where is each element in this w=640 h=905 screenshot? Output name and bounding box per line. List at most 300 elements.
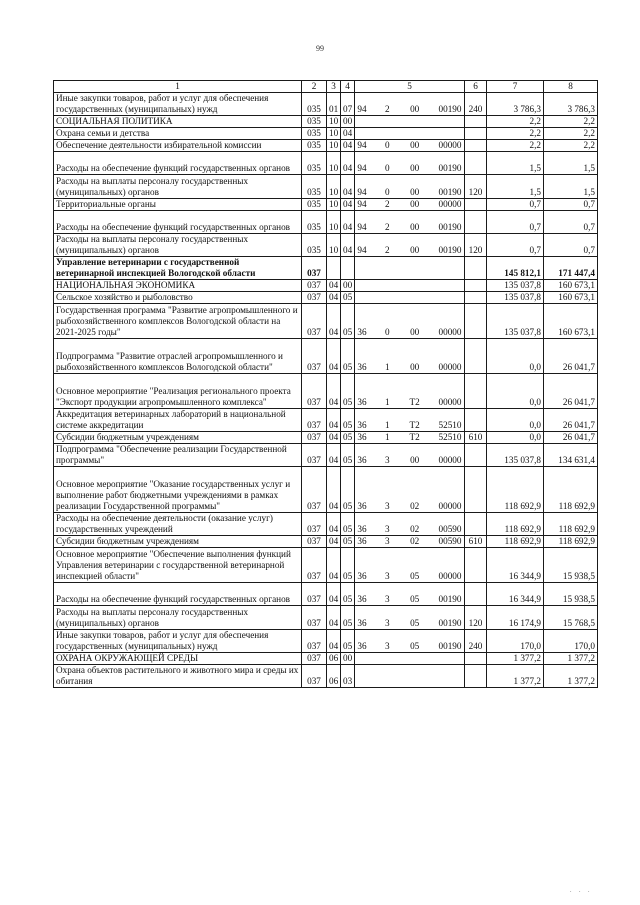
row-subsection-code bbox=[341, 256, 355, 279]
target-article-part: 0 bbox=[385, 186, 390, 197]
row-section-code: 10 bbox=[327, 128, 341, 140]
row-name: Субсидии бюджетным учреждениям bbox=[54, 536, 302, 548]
target-article-part: 36 bbox=[357, 419, 367, 430]
row-subsection-code: 04 bbox=[341, 198, 355, 210]
row-admin-code: 037 bbox=[302, 548, 327, 583]
row-section-code: 04 bbox=[327, 304, 341, 339]
row-expense-type bbox=[465, 292, 487, 304]
row-admin-code: 037 bbox=[302, 292, 327, 304]
target-article-part: 3 bbox=[385, 571, 390, 582]
row-section-code: 04 bbox=[327, 338, 341, 373]
target-article-part: 36 bbox=[357, 454, 367, 465]
row-name: Иные закупки товаров, работ и услуг для обеспечения государственных (муниципальных) нужд bbox=[54, 629, 302, 652]
target-article-part: 52510 bbox=[438, 431, 462, 442]
target-article-part: 00590 bbox=[438, 536, 462, 547]
target-article-part: 3 bbox=[385, 640, 390, 651]
row-admin-code: 035 bbox=[302, 116, 327, 128]
target-article-part: 00190 bbox=[438, 244, 462, 255]
row-target-article bbox=[355, 373, 465, 408]
row-section-code: 04 bbox=[327, 583, 341, 606]
row-admin-code: 035 bbox=[302, 140, 327, 152]
row-amount-col8: 118 692,9 bbox=[544, 513, 598, 536]
row-expense-type bbox=[465, 304, 487, 339]
row-name: Подпрограмма "Развитие отраслей агропромышленного и рыбохозяйственного комплексов Вологодской области" bbox=[54, 338, 302, 373]
row-amount-col7: 145 812,1 bbox=[487, 256, 544, 279]
row-amount-col8: 15 938,5 bbox=[544, 548, 598, 583]
target-article-part: 94 bbox=[357, 163, 367, 174]
row-amount-col7: 16 344,9 bbox=[487, 548, 544, 583]
target-article-part: 00190 bbox=[438, 640, 462, 651]
target-article-part: 05 bbox=[410, 617, 420, 628]
target-article-parts bbox=[357, 362, 462, 373]
target-article-part: 36 bbox=[357, 431, 367, 442]
row-subsection-code: 04 bbox=[341, 140, 355, 152]
row-admin-code: 037 bbox=[302, 629, 327, 652]
table-row bbox=[54, 373, 598, 408]
row-expense-type: 610 bbox=[465, 536, 487, 548]
table-row bbox=[54, 198, 598, 210]
table-row bbox=[54, 280, 598, 292]
row-expense-type bbox=[465, 652, 487, 664]
row-amount-col7: 0,0 bbox=[487, 408, 544, 431]
target-article-part: 1 bbox=[385, 361, 390, 372]
row-target-article bbox=[355, 408, 465, 431]
target-article-parts bbox=[357, 594, 462, 605]
row-subsection-code: 04 bbox=[341, 152, 355, 175]
row-amount-col8: 26 041,7 bbox=[544, 338, 598, 373]
table-row bbox=[54, 652, 598, 664]
target-article-part: 00 bbox=[410, 326, 420, 337]
target-article-part: 00190 bbox=[438, 221, 462, 232]
table-row bbox=[54, 233, 598, 256]
row-target-article bbox=[355, 606, 465, 629]
row-amount-col8: 1,5 bbox=[544, 175, 598, 198]
row-amount-col8: 1 377,2 bbox=[544, 664, 598, 687]
row-admin-code: 037 bbox=[302, 338, 327, 373]
row-admin-code: 037 bbox=[302, 652, 327, 664]
header-cell-2: 2 bbox=[302, 81, 327, 93]
row-amount-col7: 0,7 bbox=[487, 210, 544, 233]
row-admin-code: 037 bbox=[302, 408, 327, 431]
target-article-part: 00 bbox=[410, 163, 420, 174]
target-article-parts bbox=[357, 187, 462, 198]
target-article-part: 2 bbox=[385, 104, 390, 115]
row-target-article bbox=[355, 116, 465, 128]
row-subsection-code: 00 bbox=[341, 280, 355, 292]
row-name: СОЦИАЛЬНАЯ ПОЛИТИКА bbox=[54, 116, 302, 128]
row-expense-type bbox=[465, 152, 487, 175]
table-row bbox=[54, 629, 598, 652]
row-expense-type bbox=[465, 280, 487, 292]
scan-mark: . . . bbox=[570, 888, 593, 894]
row-admin-code: 037 bbox=[302, 583, 327, 606]
row-amount-col8: 2,2 bbox=[544, 116, 598, 128]
table-row bbox=[54, 431, 598, 443]
row-amount-col7: 135 037,8 bbox=[487, 280, 544, 292]
header-cell-8: 8 bbox=[544, 81, 598, 93]
row-subsection-code: 00 bbox=[341, 116, 355, 128]
row-section-code: 10 bbox=[327, 233, 341, 256]
row-amount-col8: 15 938,5 bbox=[544, 583, 598, 606]
target-article-part: 36 bbox=[357, 617, 367, 628]
row-expense-type bbox=[465, 256, 487, 279]
row-expense-type bbox=[465, 548, 487, 583]
row-name: Государственная программа "Развитие агропромышленного и рыбохозяйственного комплексов Вологодской области на 2021-2025 годы" bbox=[54, 304, 302, 339]
row-admin-code: 035 bbox=[302, 210, 327, 233]
table-row bbox=[54, 583, 598, 606]
table-row bbox=[54, 116, 598, 128]
row-amount-col7: 16 344,9 bbox=[487, 583, 544, 606]
row-target-article bbox=[355, 583, 465, 606]
target-article-parts bbox=[357, 245, 462, 256]
target-article-part: 00 bbox=[410, 221, 420, 232]
target-article-part: 05 bbox=[410, 594, 420, 605]
target-article-part: 0 bbox=[385, 163, 390, 174]
budget-table bbox=[53, 80, 598, 688]
row-amount-col7: 1 377,2 bbox=[487, 664, 544, 687]
row-target-article bbox=[355, 304, 465, 339]
target-article-part: 05 bbox=[410, 571, 420, 582]
row-amount-col8: 160 673,1 bbox=[544, 304, 598, 339]
table-row bbox=[54, 664, 598, 687]
target-article-part: 2 bbox=[385, 221, 390, 232]
target-article-part: 36 bbox=[357, 361, 367, 372]
row-amount-col7: 1 377,2 bbox=[487, 652, 544, 664]
target-article-parts bbox=[357, 536, 462, 547]
row-subsection-code: 05 bbox=[341, 408, 355, 431]
target-article-part: 00000 bbox=[438, 326, 462, 337]
row-amount-col8: 2,2 bbox=[544, 128, 598, 140]
target-article-parts bbox=[357, 432, 462, 443]
target-article-parts bbox=[357, 641, 462, 652]
row-expense-type: 240 bbox=[465, 629, 487, 652]
row-admin-code: 035 bbox=[302, 175, 327, 198]
row-target-article bbox=[355, 280, 465, 292]
row-amount-col8: 26 041,7 bbox=[544, 408, 598, 431]
row-expense-type bbox=[465, 664, 487, 687]
row-section-code: 04 bbox=[327, 280, 341, 292]
row-section-code: 10 bbox=[327, 210, 341, 233]
row-amount-col8: 134 631,4 bbox=[544, 443, 598, 466]
row-target-article bbox=[355, 210, 465, 233]
row-amount-col7: 2,2 bbox=[487, 128, 544, 140]
row-section-code: 04 bbox=[327, 408, 341, 431]
row-name: Управление ветеринарии с государственной ветеринарной инспекцией Вологодской области bbox=[54, 256, 302, 279]
table-row bbox=[54, 175, 598, 198]
row-amount-col8: 171 447,4 bbox=[544, 256, 598, 279]
row-admin-code: 037 bbox=[302, 606, 327, 629]
row-section-code: 01 bbox=[327, 93, 341, 116]
row-name: Подпрограмма "Обеспечение реализации Государственной программы" bbox=[54, 443, 302, 466]
row-section-code: 04 bbox=[327, 292, 341, 304]
row-expense-type bbox=[465, 140, 487, 152]
row-amount-col7: 0,7 bbox=[487, 233, 544, 256]
row-admin-code: 037 bbox=[302, 466, 327, 512]
row-section-code: 04 bbox=[327, 536, 341, 548]
target-article-part: 36 bbox=[357, 326, 367, 337]
row-subsection-code: 05 bbox=[341, 606, 355, 629]
row-expense-type bbox=[465, 116, 487, 128]
row-subsection-code: 05 bbox=[341, 548, 355, 583]
row-name: Охрана семьи и детства bbox=[54, 128, 302, 140]
target-article-parts bbox=[357, 420, 462, 431]
row-section-code: 10 bbox=[327, 198, 341, 210]
row-amount-col8: 2,2 bbox=[544, 140, 598, 152]
table-row bbox=[54, 466, 598, 512]
row-subsection-code: 03 bbox=[341, 664, 355, 687]
row-target-article bbox=[355, 175, 465, 198]
row-name: Аккредитация ветеринарных лабораторий в национальной системе аккредитации bbox=[54, 408, 302, 431]
target-article-part: 00 bbox=[410, 361, 420, 372]
header-cell-4: 4 bbox=[341, 81, 355, 93]
row-subsection-code: 05 bbox=[341, 292, 355, 304]
row-subsection-code: 05 bbox=[341, 431, 355, 443]
row-expense-type: 120 bbox=[465, 606, 487, 629]
row-target-article bbox=[355, 292, 465, 304]
header-cell-5: 5 bbox=[355, 81, 465, 93]
row-admin-code: 035 bbox=[302, 233, 327, 256]
row-admin-code: 037 bbox=[302, 513, 327, 536]
table-row bbox=[54, 93, 598, 116]
target-article-part: T2 bbox=[409, 431, 420, 442]
target-article-parts bbox=[357, 455, 462, 466]
row-amount-col7: 0,0 bbox=[487, 338, 544, 373]
target-article-part: 3 bbox=[385, 594, 390, 605]
row-admin-code: 037 bbox=[302, 443, 327, 466]
target-article-part: 00190 bbox=[438, 617, 462, 628]
table-row bbox=[54, 256, 598, 279]
row-target-article bbox=[355, 140, 465, 152]
row-subsection-code: 04 bbox=[341, 210, 355, 233]
target-article-parts bbox=[357, 140, 462, 151]
row-section-code: 06 bbox=[327, 664, 341, 687]
row-section-code: 04 bbox=[327, 606, 341, 629]
row-admin-code: 035 bbox=[302, 93, 327, 116]
target-article-part: 00000 bbox=[438, 140, 462, 151]
row-section-code: 10 bbox=[327, 140, 341, 152]
row-amount-col7: 1,5 bbox=[487, 175, 544, 198]
row-name: Расходы на выплаты персоналу государственных (муниципальных) органов bbox=[54, 175, 302, 198]
table-row bbox=[54, 338, 598, 373]
target-article-part: 00190 bbox=[438, 594, 462, 605]
row-admin-code: 035 bbox=[302, 128, 327, 140]
row-target-article bbox=[355, 431, 465, 443]
row-amount-col7: 118 692,9 bbox=[487, 466, 544, 512]
target-article-part: 94 bbox=[357, 186, 367, 197]
row-expense-type bbox=[465, 128, 487, 140]
target-article-part: 36 bbox=[357, 396, 367, 407]
target-article-part: T2 bbox=[409, 396, 420, 407]
target-article-part: 00000 bbox=[438, 571, 462, 582]
row-section-code: 04 bbox=[327, 431, 341, 443]
row-target-article bbox=[355, 466, 465, 512]
target-article-part: 94 bbox=[357, 104, 367, 115]
row-admin-code: 035 bbox=[302, 152, 327, 175]
row-amount-col7: 3 786,3 bbox=[487, 93, 544, 116]
target-article-part: 94 bbox=[357, 221, 367, 232]
row-admin-code: 037 bbox=[302, 431, 327, 443]
row-name: Субсидии бюджетным учреждениям bbox=[54, 431, 302, 443]
row-name: Основное мероприятие "Оказание государственных услуг и выполнение работ бюджетными учреждениями в рамках реализации Государственной программы" bbox=[54, 466, 302, 512]
table-row bbox=[54, 513, 598, 536]
row-name: Расходы на обеспечение функций государственных органов bbox=[54, 152, 302, 175]
header-cell-1: 1 bbox=[54, 81, 302, 93]
row-expense-type bbox=[465, 210, 487, 233]
row-subsection-code: 05 bbox=[341, 304, 355, 339]
row-name: Охрана объектов растительного и животного мира и среды их обитания bbox=[54, 664, 302, 687]
target-article-part: 0 bbox=[385, 326, 390, 337]
target-article-part: 3 bbox=[385, 454, 390, 465]
target-article-part: 00 bbox=[410, 186, 420, 197]
row-subsection-code: 04 bbox=[341, 233, 355, 256]
row-target-article bbox=[355, 93, 465, 116]
target-article-part: 1 bbox=[385, 431, 390, 442]
header-cell-3: 3 bbox=[327, 81, 341, 93]
row-expense-type bbox=[465, 198, 487, 210]
row-target-article bbox=[355, 152, 465, 175]
header-cell-6: 6 bbox=[465, 81, 487, 93]
table-row bbox=[54, 292, 598, 304]
row-section-code: 04 bbox=[327, 629, 341, 652]
target-article-part: 02 bbox=[410, 501, 420, 512]
row-section-code: 04 bbox=[327, 548, 341, 583]
row-target-article bbox=[355, 536, 465, 548]
target-article-part: 36 bbox=[357, 536, 367, 547]
row-subsection-code: 05 bbox=[341, 338, 355, 373]
table-row bbox=[54, 152, 598, 175]
table-row bbox=[54, 128, 598, 140]
target-article-part: 36 bbox=[357, 594, 367, 605]
target-article-part: 36 bbox=[357, 640, 367, 651]
row-amount-col7: 135 037,8 bbox=[487, 304, 544, 339]
row-section-code: 10 bbox=[327, 175, 341, 198]
target-article-part: 00 bbox=[410, 198, 420, 209]
target-article-part: 36 bbox=[357, 571, 367, 582]
target-article-part: 00190 bbox=[438, 186, 462, 197]
row-admin-code: 037 bbox=[302, 256, 327, 279]
target-article-part: 00 bbox=[410, 140, 420, 151]
target-article-part: 00 bbox=[410, 454, 420, 465]
row-name: Обеспечение деятельности избирательной комиссии bbox=[54, 140, 302, 152]
table-body bbox=[54, 81, 598, 688]
row-amount-col7: 118 692,9 bbox=[487, 536, 544, 548]
target-article-part: 52510 bbox=[438, 419, 462, 430]
row-name: Расходы на выплаты персоналу государственных (муниципальных) органов bbox=[54, 233, 302, 256]
target-article-parts bbox=[357, 222, 462, 233]
row-amount-col8: 0,7 bbox=[544, 210, 598, 233]
row-amount-col7: 118 692,9 bbox=[487, 513, 544, 536]
target-article-part: 3 bbox=[385, 524, 390, 535]
row-amount-col7: 1,5 bbox=[487, 152, 544, 175]
row-subsection-code: 05 bbox=[341, 629, 355, 652]
table-row bbox=[54, 548, 598, 583]
target-article-part: 3 bbox=[385, 617, 390, 628]
row-admin-code: 037 bbox=[302, 536, 327, 548]
row-admin-code: 037 bbox=[302, 664, 327, 687]
row-name: Основное мероприятие "Обеспечение выполнения функций Управления ветеринарии с государственной ветеринарной инспекцией области" bbox=[54, 548, 302, 583]
row-expense-type bbox=[465, 373, 487, 408]
target-article-part: 3 bbox=[385, 536, 390, 547]
row-amount-col8: 3 786,3 bbox=[544, 93, 598, 116]
row-section-code: 04 bbox=[327, 513, 341, 536]
row-target-article bbox=[355, 513, 465, 536]
row-amount-col8: 26 041,7 bbox=[544, 431, 598, 443]
row-subsection-code: 07 bbox=[341, 93, 355, 116]
table-row bbox=[54, 304, 598, 339]
target-article-part: 94 bbox=[357, 140, 367, 151]
row-name: Сельское хозяйство и рыболовство bbox=[54, 292, 302, 304]
target-article-parts bbox=[357, 397, 462, 408]
row-name: Расходы на обеспечение функций государственных органов bbox=[54, 210, 302, 233]
row-subsection-code: 05 bbox=[341, 583, 355, 606]
row-admin-code: 035 bbox=[302, 198, 327, 210]
row-expense-type bbox=[465, 338, 487, 373]
target-article-parts bbox=[357, 327, 462, 338]
target-article-parts bbox=[357, 501, 462, 512]
row-name: Расходы на обеспечение деятельности (оказание услуг) государственных учреждений bbox=[54, 513, 302, 536]
row-target-article bbox=[355, 443, 465, 466]
row-subsection-code: 04 bbox=[341, 128, 355, 140]
target-article-parts bbox=[357, 524, 462, 535]
row-amount-col7: 2,2 bbox=[487, 140, 544, 152]
target-article-parts bbox=[357, 571, 462, 582]
row-name: Расходы на обеспечение функций государственных органов bbox=[54, 583, 302, 606]
row-subsection-code: 05 bbox=[341, 466, 355, 512]
row-target-article bbox=[355, 198, 465, 210]
row-amount-col7: 0,0 bbox=[487, 431, 544, 443]
table-row bbox=[54, 140, 598, 152]
row-expense-type: 120 bbox=[465, 175, 487, 198]
row-subsection-code: 00 bbox=[341, 652, 355, 664]
table-header-row bbox=[54, 81, 598, 93]
row-amount-col8: 118 692,9 bbox=[544, 536, 598, 548]
target-article-part: 1 bbox=[385, 419, 390, 430]
row-amount-col8: 0,7 bbox=[544, 198, 598, 210]
row-subsection-code: 05 bbox=[341, 373, 355, 408]
row-target-article bbox=[355, 233, 465, 256]
target-article-part: 0 bbox=[385, 140, 390, 151]
row-amount-col8: 15 768,5 bbox=[544, 606, 598, 629]
header-cell-7: 7 bbox=[487, 81, 544, 93]
row-amount-col7: 135 037,8 bbox=[487, 292, 544, 304]
target-article-parts bbox=[357, 163, 462, 174]
row-name: Основное мероприятие "Реализация регионального проекта "Экспорт продукции агропромышленного комплекса" bbox=[54, 373, 302, 408]
row-amount-col8: 118 692,9 bbox=[544, 466, 598, 512]
row-amount-col7: 135 037,8 bbox=[487, 443, 544, 466]
row-section-code: 06 bbox=[327, 652, 341, 664]
table-row bbox=[54, 606, 598, 629]
target-article-part: 36 bbox=[357, 524, 367, 535]
target-article-part: 00190 bbox=[438, 104, 462, 115]
row-target-article bbox=[355, 664, 465, 687]
row-name: Иные закупки товаров, работ и услуг для обеспечения государственных (муниципальных) нужд bbox=[54, 93, 302, 116]
row-section-code bbox=[327, 256, 341, 279]
row-name: ОХРАНА ОКРУЖАЮЩЕЙ СРЕДЫ bbox=[54, 652, 302, 664]
target-article-part: 00 bbox=[410, 244, 420, 255]
target-article-parts bbox=[357, 199, 462, 210]
table-row bbox=[54, 536, 598, 548]
row-target-article bbox=[355, 256, 465, 279]
row-expense-type bbox=[465, 443, 487, 466]
target-article-part: 2 bbox=[385, 244, 390, 255]
row-subsection-code: 05 bbox=[341, 513, 355, 536]
row-section-code: 04 bbox=[327, 466, 341, 512]
target-article-part: 02 bbox=[410, 524, 420, 535]
row-name: Территориальные органы bbox=[54, 198, 302, 210]
row-admin-code: 037 bbox=[302, 304, 327, 339]
row-target-article bbox=[355, 652, 465, 664]
row-amount-col8: 160 673,1 bbox=[544, 280, 598, 292]
